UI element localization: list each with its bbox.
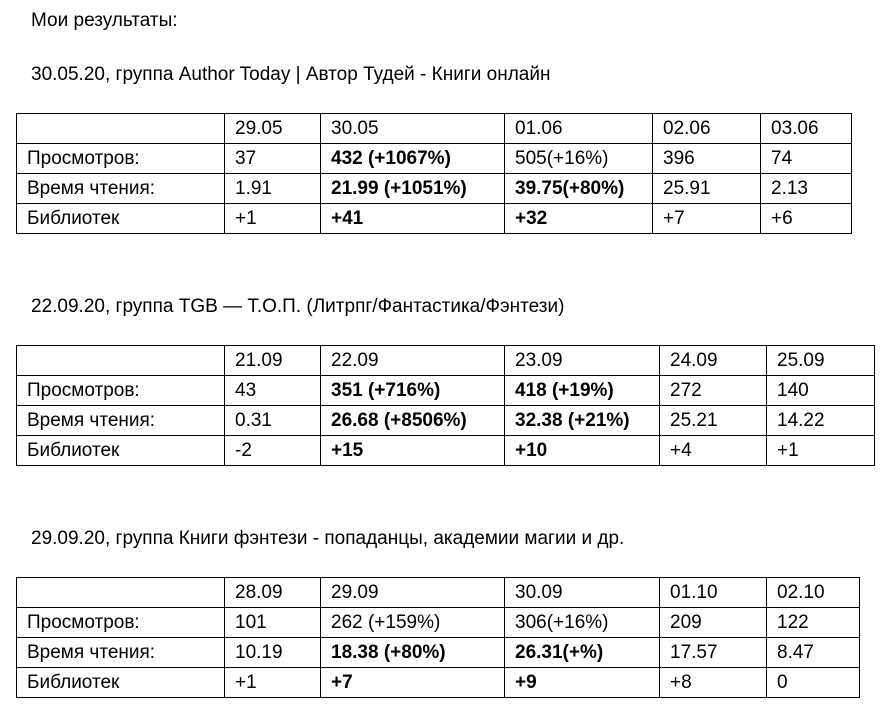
row-label-cell: Время чтения: <box>17 638 225 668</box>
value-cell: 272 <box>660 376 767 406</box>
value-cell: 262 (+159%) <box>321 608 505 638</box>
date-header-cell: 22.09 <box>321 346 505 376</box>
value-cell: 26.31(+%) <box>505 638 660 668</box>
row-label-cell: Время чтения: <box>17 174 225 204</box>
value-cell: +1 <box>225 204 321 234</box>
stats-table-1 <box>16 113 852 234</box>
row-label-cell: Просмотров: <box>17 144 225 174</box>
value-cell: +7 <box>653 204 761 234</box>
corner-cell <box>17 114 225 144</box>
value-cell: 432 (+1067%) <box>321 144 505 174</box>
value-cell: 122 <box>767 608 860 638</box>
value-cell: 14.22 <box>767 406 875 436</box>
value-cell: +9 <box>505 668 660 698</box>
value-cell: 351 (+716%) <box>321 376 505 406</box>
table-row <box>17 436 875 466</box>
date-header-cell: 29.05 <box>225 114 321 144</box>
table-row <box>17 204 852 234</box>
date-header-cell: 25.09 <box>767 346 875 376</box>
value-cell: +6 <box>761 204 852 234</box>
date-header-cell: 28.09 <box>225 578 321 608</box>
table-row <box>17 376 875 406</box>
value-cell: 74 <box>761 144 852 174</box>
date-header-cell: 21.09 <box>225 346 321 376</box>
value-cell: 21.99 (+1051%) <box>321 174 505 204</box>
table-row <box>17 144 852 174</box>
date-header-cell: 03.06 <box>761 114 852 144</box>
table-row <box>17 638 860 668</box>
value-cell: +32 <box>505 204 653 234</box>
value-cell: 396 <box>653 144 761 174</box>
value-cell: +10 <box>505 436 660 466</box>
value-cell: 306(+16%) <box>505 608 660 638</box>
page-heading: Мои результаты: <box>31 10 178 31</box>
value-cell: +1 <box>767 436 875 466</box>
corner-cell <box>17 578 225 608</box>
value-cell: 0.31 <box>225 406 321 436</box>
value-cell: 1.91 <box>225 174 321 204</box>
date-header-cell: 24.09 <box>660 346 767 376</box>
row-label-cell: Время чтения: <box>17 406 225 436</box>
value-cell: +15 <box>321 436 505 466</box>
table-caption-2: 22.09.20, группа TGB — Т.О.П. (Литрпг/Фантастика/Фэнтези) <box>31 296 565 317</box>
value-cell: -2 <box>225 436 321 466</box>
value-cell: 0 <box>767 668 860 698</box>
table-row <box>17 406 875 436</box>
value-cell: +8 <box>660 668 767 698</box>
value-cell: 2.13 <box>761 174 852 204</box>
value-cell: 37 <box>225 144 321 174</box>
table-caption-1: 30.05.20, группа Author Today | Автор Тудей - Книги онлайн <box>31 64 551 85</box>
row-label-cell: Просмотров: <box>17 376 225 406</box>
table-row <box>17 608 860 638</box>
value-cell: 25.91 <box>653 174 761 204</box>
date-header-cell: 29.09 <box>321 578 505 608</box>
row-label-cell: Просмотров: <box>17 608 225 638</box>
row-label-cell: Библиотек <box>17 436 225 466</box>
value-cell: 8.47 <box>767 638 860 668</box>
table-row <box>17 174 852 204</box>
value-cell: 43 <box>225 376 321 406</box>
date-header-cell: 23.09 <box>505 346 660 376</box>
value-cell: 418 (+19%) <box>505 376 660 406</box>
date-header-cell: 01.06 <box>505 114 653 144</box>
date-header-cell: 30.05 <box>321 114 505 144</box>
date-header-cell: 30.09 <box>505 578 660 608</box>
value-cell: +4 <box>660 436 767 466</box>
value-cell: 18.38 (+80%) <box>321 638 505 668</box>
table-caption-3: 29.09.20, группа Книги фэнтези - попаданцы, академии магии и др. <box>31 528 625 549</box>
table-header-row <box>17 578 860 608</box>
value-cell: 140 <box>767 376 875 406</box>
value-cell: +41 <box>321 204 505 234</box>
value-cell: 39.75(+80%) <box>505 174 653 204</box>
table-header-row <box>17 114 852 144</box>
value-cell: 17.57 <box>660 638 767 668</box>
date-header-cell: 02.06 <box>653 114 761 144</box>
table-header-row <box>17 346 875 376</box>
value-cell: 10.19 <box>225 638 321 668</box>
row-label-cell: Библиотек <box>17 204 225 234</box>
value-cell: 26.68 (+8506%) <box>321 406 505 436</box>
date-header-cell: 01.10 <box>660 578 767 608</box>
value-cell: 32.38 (+21%) <box>505 406 660 436</box>
date-header-cell: 02.10 <box>767 578 860 608</box>
table-row <box>17 668 860 698</box>
value-cell: +1 <box>225 668 321 698</box>
value-cell: 209 <box>660 608 767 638</box>
value-cell: 505(+16%) <box>505 144 653 174</box>
stats-table-2 <box>16 345 875 466</box>
value-cell: +7 <box>321 668 505 698</box>
value-cell: 101 <box>225 608 321 638</box>
stats-table-3 <box>16 577 860 698</box>
corner-cell <box>17 346 225 376</box>
row-label-cell: Библиотек <box>17 668 225 698</box>
value-cell: 25.21 <box>660 406 767 436</box>
